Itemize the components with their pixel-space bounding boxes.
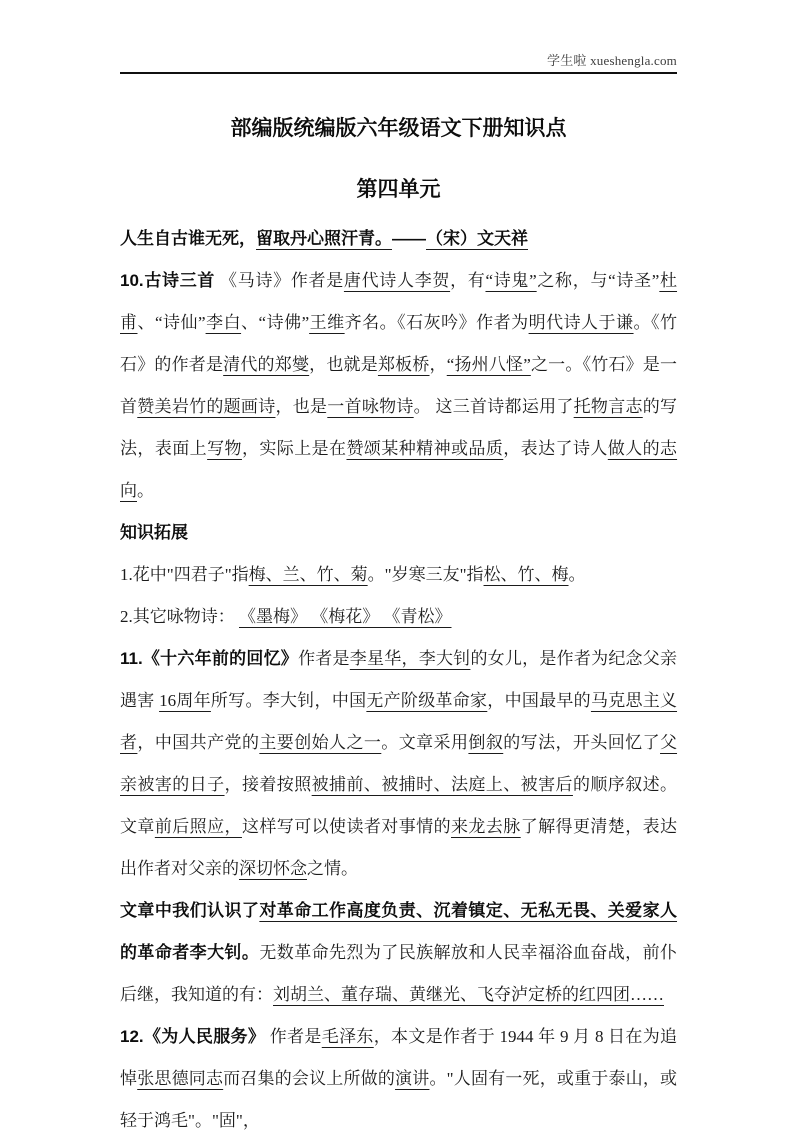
text-segment: 。《竹石》的作者是 (120, 313, 678, 374)
text-segment: 明代诗人于谦 (528, 313, 634, 332)
site-watermark: 学生啦 xueshengla.com (547, 53, 677, 68)
text-segment: 了解得更清楚，表达出作者对父亲的 (120, 817, 678, 878)
text-segment: 梅、兰、竹、菊 (248, 565, 368, 584)
text-segment: 之一。《竹石》是一首 (120, 355, 678, 416)
text-segment: “诗鬼” (485, 271, 537, 290)
text-segment: 一首咏物诗 (327, 397, 414, 416)
knowledge-expansion-heading: 知识拓展 (120, 523, 188, 542)
text-segment: 无数革命先烈为了民族解放和人民幸福浴血奋战，前仆后继，我知道的有： (120, 943, 678, 1004)
text-segment: 赞美岩竹的题画诗 (137, 397, 276, 416)
text-segment: 留取丹心照汗青。 (256, 229, 392, 248)
text-segment: 的写法，开头回忆了 (503, 733, 661, 752)
text-segment: 的革命者李大钊。 (120, 943, 260, 962)
text-segment: 深切怀念 (239, 859, 307, 878)
text-segment: 之称，与“诗圣” (536, 271, 660, 290)
text-segment: 的女儿，是作者为纪念父亲遇害 (120, 649, 678, 710)
text-segment: 、“诗佛” (241, 313, 310, 332)
text-segment: 。 这三首诗都运用了 (413, 397, 574, 416)
text-segment: 毛泽东 (321, 1027, 374, 1046)
text-segment: 马克思主义者 (120, 691, 678, 752)
paragraph-10-ancient-poems (120, 260, 677, 512)
text-segment: 这样写可以使读者对事情的 (241, 817, 451, 836)
text-segment: 11.《十六年前的回忆》 (120, 649, 299, 668)
text-segment: 的顺序叙述。文章 (120, 775, 678, 836)
text-segment: 《墨梅》 《梅花》 《青松》 (239, 607, 452, 626)
text-segment: ，也就是 (309, 355, 378, 374)
text-segment: （宋）文天祥 (426, 229, 528, 248)
text-segment: 作者是 (298, 649, 350, 668)
paragraph-11-summary (120, 890, 677, 1016)
text-segment: 来龙去脉 (451, 817, 521, 836)
text-segment: 唐代诗人李贺 (343, 271, 451, 290)
expansion-item-1 (120, 554, 677, 596)
text-segment: 张思德同志 (137, 1069, 224, 1088)
text-segment: 10.古诗三首 (120, 271, 216, 290)
text-segment: 杜甫 (120, 271, 678, 332)
doc-title: 部编版统编版六年级语文下册知识点 (230, 117, 567, 140)
text-segment: 松、竹、梅 (483, 565, 569, 584)
expansion-item-2 (120, 596, 677, 638)
text-segment: 写物 (207, 439, 242, 458)
text-segment: 无产阶级革命家 (366, 691, 488, 710)
text-segment: 《马诗》作者是 (215, 271, 344, 290)
text-segment: 16周年 (159, 691, 211, 710)
text-segment: 作者是 (265, 1027, 322, 1046)
text-segment: 。"岁寒三友"指 (367, 565, 484, 584)
text-segment: 齐名。《石灰吟》作者为 (344, 313, 529, 332)
text-segment: 刘胡兰、董存瑞、黄继光、飞夺泸定桥的红四团…… (273, 985, 664, 1004)
text-segment: 对革命工作高度负责、沉着镇定、无私无畏、关爱家人 (259, 901, 678, 920)
text-segment: ，本文是作者于 1944 年 9 月 8 日在为追悼 (120, 1027, 678, 1088)
text-segment: 主要创始人之一 (259, 733, 382, 752)
text-segment: 文章中我们认识了 (120, 901, 260, 920)
text-segment: ，实际上是在 (241, 439, 347, 458)
page-header (120, 50, 677, 74)
doc-body (120, 218, 677, 1142)
text-segment: 做人的志向 (120, 439, 678, 500)
text-segment: 前后照应， (154, 817, 242, 836)
text-segment: 2.其它咏物诗： (120, 607, 239, 626)
text-segment: 之情。 (307, 859, 358, 878)
text-segment: 赞颂某种精神或品质 (346, 439, 504, 458)
text-segment: 王维 (309, 313, 345, 332)
text-segment: 郑板桥 (377, 355, 430, 374)
text-segment: 演讲 (395, 1069, 430, 1088)
text-segment: “扬州八怪” (446, 355, 531, 374)
text-segment: ，中国共产党的 (137, 733, 260, 752)
text-segment: 1.花中"四君子"指 (120, 565, 249, 584)
text-segment: —— (392, 229, 426, 248)
text-segment: 父亲被害的日子 (120, 733, 678, 794)
text-segment: 被捕前、被捕时、法庭上、被害后 (311, 775, 573, 794)
text-segment: ，中国最早的 (487, 691, 591, 710)
text-segment: 李星华，李大钊 (349, 649, 471, 668)
text-segment: 。"人固有一死，或重于泰山，或轻于鸿毛"。"固"， (120, 1069, 678, 1130)
doc-subtitle: 第四单元 (356, 178, 441, 201)
text-segment: 。文章采用 (381, 733, 469, 752)
text-segment: ，表达了诗人 (503, 439, 608, 458)
quote-line (120, 218, 677, 260)
text-segment: ，也是 (275, 397, 328, 416)
text-segment: 。 (568, 565, 586, 584)
text-segment: ，接着按照 (224, 775, 312, 794)
text-segment: 的写法，表面上 (120, 397, 678, 458)
text-segment: 、“诗仙” (137, 313, 206, 332)
paragraph-12-serve-the-people (120, 1016, 677, 1142)
text-segment: 而召集的会议上所做的 (223, 1069, 396, 1088)
text-segment: 托物言志 (573, 397, 643, 416)
text-segment: ，有 (450, 271, 486, 290)
paragraph-11-memories (120, 638, 677, 890)
text-segment: 。 (137, 481, 154, 500)
text-segment: 人生自古谁无死， (120, 229, 256, 248)
text-segment: 李白 (205, 313, 242, 332)
text-segment: 清代的郑燮 (223, 355, 310, 374)
text-segment: 所写。李大钊，中国 (210, 691, 367, 710)
text-segment: 12.《为人民服务》 (120, 1027, 266, 1046)
text-segment: ， (429, 355, 447, 374)
text-segment: 倒叙 (468, 733, 504, 752)
